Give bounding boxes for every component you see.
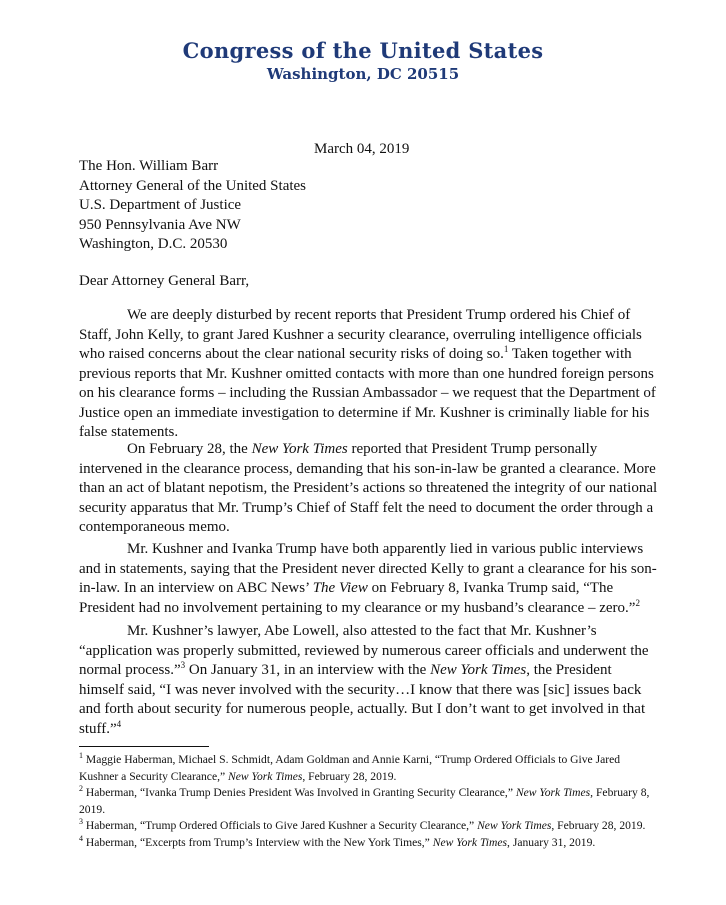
paragraph-2 — [79, 440, 659, 538]
paragraph-4 — [79, 622, 659, 739]
footnote-ref: 2 — [635, 597, 640, 608]
publication-name: The View — [312, 580, 368, 596]
paragraph-text: On January 31, in an interview with the — [185, 662, 431, 678]
letterhead — [0, 38, 726, 83]
footnote-date: , February 28, 2019. — [551, 819, 646, 832]
footnote-number: 1 — [79, 751, 83, 761]
footnote-number: 2 — [79, 784, 83, 794]
letter-date: March 04, 2019 — [314, 141, 410, 157]
footnote-text: Haberman, “Trump Ordered Officials to Give Jared Kushner a Security Clearance,” — [83, 819, 478, 832]
paragraph-text: reported that President Trump personally intervened in the clearance process, demanding that his son-in-law be granted a clearance. More than an act of blatant nepotism, the President’s actions so threatened the integrity of our national security apparatus that Mr. Trump’s Chief of Staff felt the need to document the order through a contemporaneous memo. — [79, 441, 658, 535]
recipient-street: 950 Pennsylvania Ave NW — [79, 216, 241, 233]
paragraph-text: , the President himself said, “I was never involved with the security…I know that there was [sic] issues back and forth about security for numerous people, actually. But I don’t want to get involved in that stuff.” — [79, 662, 646, 737]
footnote-source: New York Times — [477, 819, 552, 832]
letterhead-subtitle: Washington, DC 20515 — [266, 65, 460, 83]
letterhead-title: Congress of the United States — [182, 38, 544, 63]
footnote-text: Haberman, “Excerpts from Trump’s Interview with the New York Times,” — [83, 835, 433, 849]
recipient-address — [79, 157, 306, 255]
publication-name: New York Times — [430, 662, 527, 678]
recipient-name: The Hon. William Barr — [79, 158, 219, 174]
publication-name: New York Times — [251, 441, 348, 457]
footnote-1 — [79, 752, 659, 785]
salutation: Dear Attorney General Barr, — [79, 273, 250, 289]
footnotes — [79, 752, 659, 851]
paragraph-text: On February 28, the — [127, 441, 252, 457]
footnote-3 — [79, 818, 659, 835]
paragraph-text: Taken together with previous reports that Mr. Kushner omitted contacts with more than one hundred foreign persons on his clearance forms – including the Russian Ambassador – we request that the Department of Justice open an immediate investigation to determine if Mr. Kushner is criminally liable for his false statements. — [79, 346, 656, 440]
paragraph-text: on February 8, Ivanka Trump said, “The President had no involvement pertaining to my clearance or my husband’s clearance – zero.” — [79, 580, 636, 616]
footnote-4 — [79, 835, 659, 852]
footnote-2 — [79, 785, 659, 818]
footnote-ref: 3 — [180, 660, 186, 670]
recipient-city: Washington, D.C. 20530 — [79, 236, 228, 252]
paragraph-1 — [79, 306, 659, 443]
footnote-number: 4 — [79, 833, 83, 843]
footnote-divider — [79, 746, 209, 747]
footnote-source: New York Times, — [515, 786, 594, 799]
footnote-source: New York Times — [432, 835, 508, 849]
footnote-text: Haberman, “Ivanka Trump Denies President Was Involved in Granting Security Clearance,” — [83, 786, 516, 799]
paragraph-3 — [79, 540, 659, 618]
paragraph-text: We are deeply disturbed by recent reports that President Trump ordered his Chief of Staff, John Kelly, to grant Jared Kushner a security clearance, overruling intelligence officials who raised concerns about the clear national security risks of doing so. — [79, 307, 642, 362]
footnote-number: 3 — [79, 817, 83, 827]
footnote-source: New York Times — [228, 769, 303, 783]
footnote-ref: 1 — [503, 344, 509, 354]
paragraph-text: Mr. Kushner and Ivanka Trump have both apparently lied in various public interviews and in statements, saying that the President never directed Kelly to grant a clearance for his son-in-law. In an interview on ABC News’ — [79, 541, 657, 596]
paragraph-text: Mr. Kushner’s lawyer, Abe Lowell, also attested to the fact that Mr. Kushner’s “application was properly submitted, reviewed by numerous career officials and underwent the normal process.” — [79, 623, 649, 678]
footnote-date: , January 31, 2019. — [507, 835, 596, 849]
footnote-date: February 8, 2019. — [79, 786, 650, 816]
recipient-department: U.S. Department of Justice — [79, 197, 242, 213]
footnote-date: , February 28, 2019. — [302, 769, 397, 783]
footnote-text: Maggie Haberman, Michael S. Schmidt, Adam Goldman and Annie Karni, “Trump Ordered Officials to Give Jared Kushner a Security Clearance,” — [79, 753, 621, 783]
recipient-title: Attorney General of the United States — [79, 177, 307, 194]
footnote-ref: 4 — [116, 718, 122, 729]
